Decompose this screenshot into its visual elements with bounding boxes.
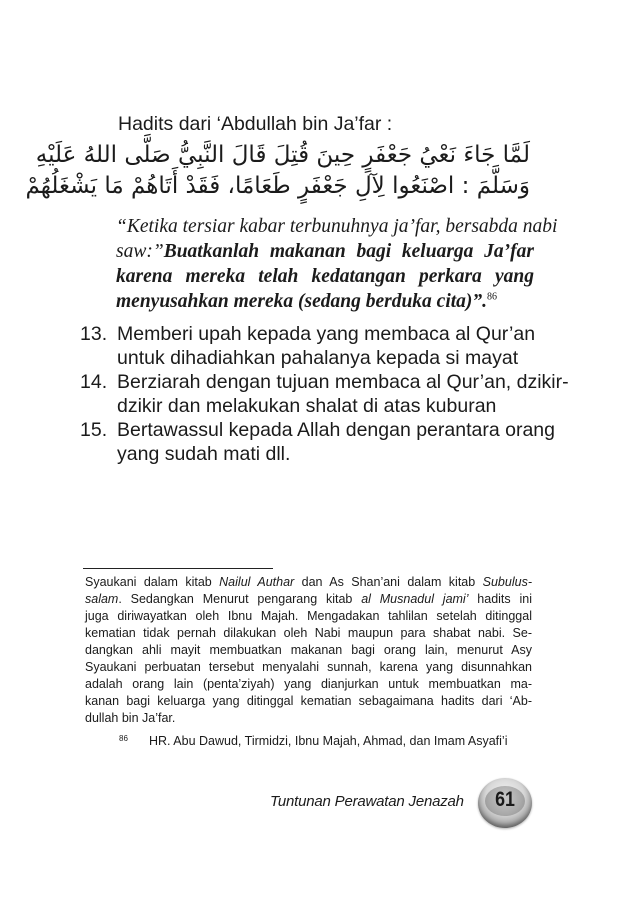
footnote-line: dullah bin Ja’far. (85, 711, 176, 725)
footnote-book-title: Subulus- (482, 575, 532, 589)
footnote-86-text: HR. Abu Dawud, Tirmidzi, Ibnu Majah, Ahmad, dan Imam Asyafi’i (149, 734, 508, 748)
footnote-line: Syaukani perbuatan tersebut menyalahi sunnah, karena yang disunnahkan (85, 660, 532, 674)
list-item-text: Bertawassul kepada Allah dengan perantara orang (117, 419, 555, 441)
translation-line: karena mereka telah kedatangan perkara yang (116, 266, 534, 287)
footnote-line: adalah orang lain (penta’ziyah) yang dianjurkan untuk membuatkan ma- (85, 677, 532, 691)
footnote-ref-86: 86 (487, 291, 498, 303)
arabic-hadith-line-2: وَسَلَّمَ : اصْنَعُوا لِآلِ جَعْفَرٍ طَعَامًا، فَقَدْ أَتَاهُمْ مَا يَشْغَلُهُمْ (25, 173, 530, 199)
footnote-line (85, 574, 532, 591)
footnote-line: juga diriwayatkan oleh Ibnu Majah. Mengadakan tahlilan setelah ditinggal (85, 609, 532, 623)
arabic-hadith-line-1: لَمَّا جَاءَ نَعْيُ جَعْفَرٍ حِينَ قُتِلَ قَالَ النَّبِيُّ صَلَّى اللهُ عَلَيْهِ (35, 142, 530, 168)
footnote-line: dangkan ahli mayit membuatkan makanan bagi orang lain, menurut Asy (85, 643, 532, 657)
footnote-divider (83, 568, 273, 569)
page-number: 61 (495, 788, 515, 811)
running-footer-title: Tuntunan Perawatan Jenazah (270, 793, 464, 810)
footnote-text: . Sedangkan Menurut pengarang kitab (118, 592, 362, 606)
list-item-text: Berziarah dengan tujuan membaca al Qur’an, dzikir- (117, 371, 569, 393)
list-item (80, 418, 555, 466)
hadith-heading: Hadits dari ‘Abdullah bin Ja’far : (118, 113, 393, 135)
list-item-text: Memberi upah kepada yang membaca al Qur’an (117, 323, 536, 345)
list-item-text: untuk dihadiahkan pahalanya kepada si mayat (117, 347, 519, 369)
footnote-86-marker: 86 (119, 734, 128, 743)
footnote-book-title: al Musnadul jami’ (361, 592, 469, 606)
hadith-translation (116, 214, 558, 314)
footnote-continuation (85, 574, 532, 727)
translation-emphasis: Buatkanlah makanan bagi keluarga Ja’far (163, 241, 534, 262)
numbered-list (80, 322, 569, 466)
footnote-line: kematian tidak pernah dilakukan oleh Nabi maupun para shabat nabi. Se- (85, 626, 532, 640)
footnote-book-title: salam (85, 592, 119, 606)
translation-line (116, 289, 534, 314)
translation-emphasis-end: menyusahkan mereka (sedang berduka cita)”. (116, 291, 488, 312)
footnote-book-title: Nailul Authar (219, 575, 295, 589)
translation-line (116, 239, 534, 264)
page-number-badge (478, 778, 532, 828)
list-item (80, 370, 569, 418)
translation-intro: saw:” (116, 241, 164, 262)
footnote-line: kanan bagi keluarga yang ditinggal kematian sebagaimana hadits dari ‘Ab- (85, 694, 532, 708)
footnote-text: hadits ini (468, 592, 532, 606)
list-item-text: yang sudah mati dll. (117, 443, 291, 465)
list-item-number: 14. (80, 371, 108, 393)
list-item-text: dzikir dan melakukan shalat di atas kuburan (117, 395, 497, 417)
list-item-number: 13. (80, 323, 108, 345)
footnote-text: dan As Shan’ani dalam kitab (294, 575, 483, 589)
list-item (80, 322, 536, 370)
footnote-86 (85, 733, 532, 750)
footnote-text: Syaukani dalam kitab (85, 575, 220, 589)
list-item-number: 15. (80, 419, 108, 441)
translation-line: “Ketika tersiar kabar terbunuhnya ja’far, bersabda nabi (116, 216, 558, 237)
footnote-line (85, 591, 532, 608)
